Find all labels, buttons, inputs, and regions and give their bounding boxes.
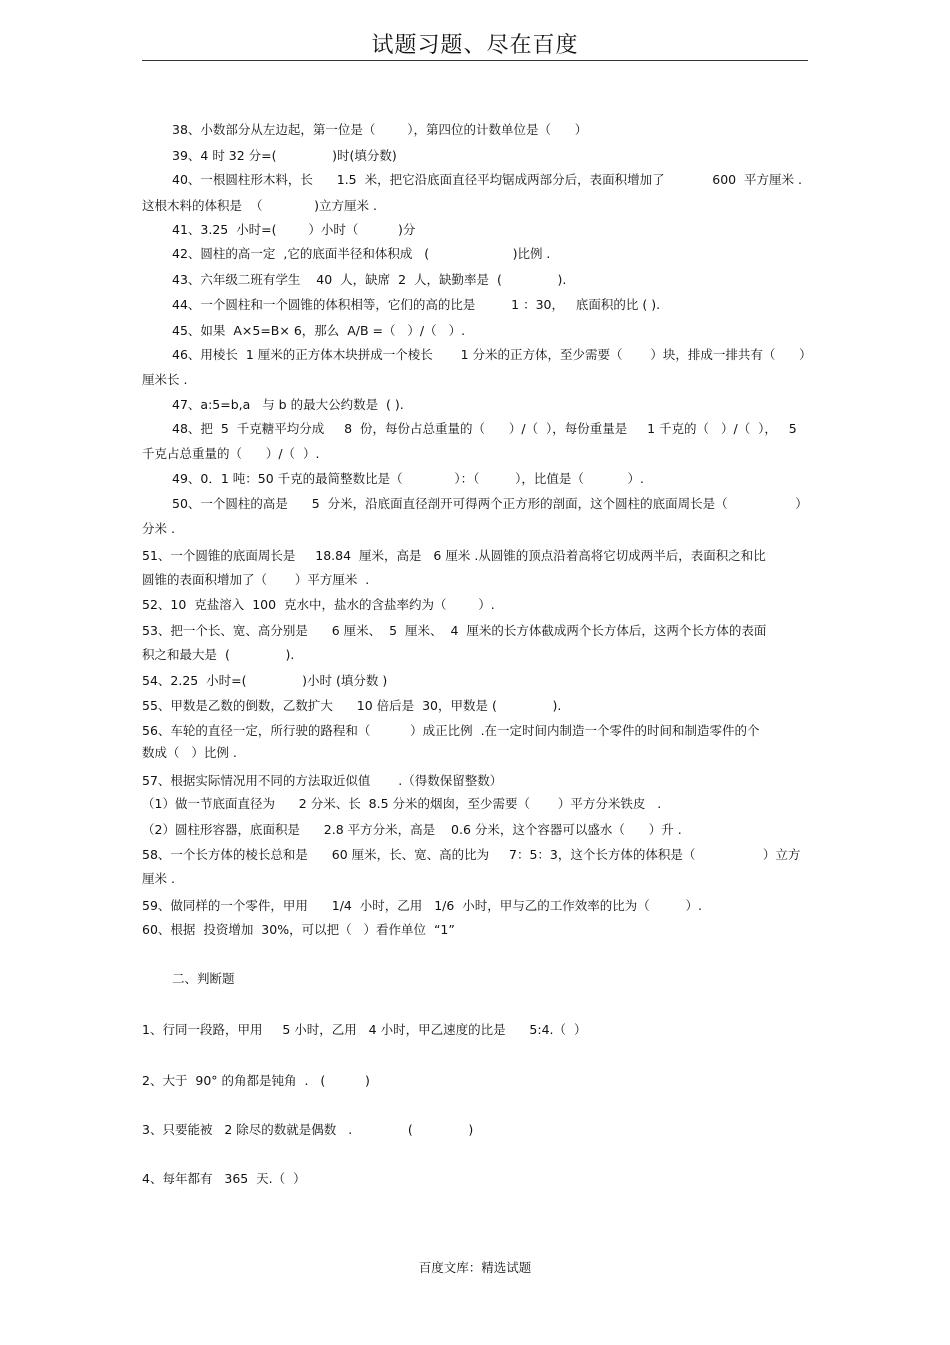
page-footer: 百度文库：精选试题	[418, 1260, 532, 1275]
question-52: 52、10 克盐溶入 100 克水中，盐水的含盐率约为（ ）.	[142, 597, 495, 612]
question-50-line1: 50、一个圆柱的高是 5 分米，沿底面直径剖开可得两个正方形的剖面，这个圆柱的底面周长是（ ）	[172, 496, 808, 511]
judgement-3: 3、只要能被 2 除尽的数就是偶数 . ( )	[142, 1122, 474, 1137]
question-50-line2: 分米 .	[142, 521, 175, 536]
question-42: 42、圆柱的高一定 ,它的底面半径和体积成 ( )比例 .	[172, 246, 551, 261]
question-40-line2: 这根木料的体积是 （ )立方厘米 .	[142, 198, 377, 213]
question-47: 47、a:5=b,a 与 b 的最大公约数是 ( ).	[172, 397, 404, 412]
question-53-line2: 积之和最大是 ( ).	[142, 647, 295, 662]
question-58-line2: 厘米 .	[142, 871, 175, 886]
question-48-line1: 48、把 5 千克糖平均分成 8 份，每份占总重量的（ ）/（ ），每份重量是 1 千克的（ ）/（ ）， 5	[172, 421, 797, 436]
question-57-part1: （1）做一节底面直径为 2 分米、长 8.5 分米的烟囱，至少需要（ ）平方分米铁皮 .	[142, 796, 662, 811]
question-58-line1: 58、一个长方体的棱长总和是 60 厘米，长、宽、高的比为 7：5：3，这个长方体的体积是（ ）立方	[142, 847, 801, 862]
question-48-line2: 千克占总重量的（ ）/（ ）.	[142, 446, 320, 461]
question-38: 38、小数部分从左边起，第一位是（ ），第四位的计数单位是（ ）	[172, 122, 588, 137]
judgement-4: 4、每年都有 365 天.（ ）	[142, 1171, 306, 1186]
question-49: 49、0．1 吨：50 千克的最简整数比是（ ）：（ ），比值是（ ）.	[172, 471, 645, 486]
question-39: 39、4 时 32 分=( )时(填分数)	[172, 148, 397, 163]
question-56-line1: 56、车轮的直径一定，所行驶的路程和（ ）成正比例 .在一定时间内制造一个零件的时间和制造零件的个	[142, 723, 760, 738]
question-53-line1: 53、把一个长、宽、高分别是 6 厘米、 5 厘米、 4 厘米的长方体截成两个长方体后，这两个长方体的表面	[142, 623, 767, 638]
page-header-title: 试题习题、尽在百度	[371, 33, 579, 58]
judgement-1: 1、行同一段路，甲用 5 小时，乙用 4 小时，甲乙速度的比是 5:4.（ ）	[142, 1022, 587, 1037]
question-44: 44、一个圆柱和一个圆锥的体积相等，它们的高的比是 1 ：30， 底面积的比 ( ).	[172, 297, 661, 312]
judgement-2: 2、大于 90° 的角都是钝角 . ( )	[142, 1073, 370, 1088]
question-60: 60、根据 投资增加 30%，可以把（ ）看作单位 “1”	[142, 922, 455, 937]
question-59: 59、做同样的一个零件，甲用 1/4 小时，乙用 1/6 小时，甲与乙的工作效率的比为（ ）.	[142, 898, 703, 913]
question-46-line2: 厘米长 .	[142, 372, 188, 387]
question-51-line1: 51、一个圆锥的底面周长是 18.84 厘米，高是 6 厘米 .从圆锥的顶点沿着高将它切成两半后，表面积之和比	[142, 548, 766, 563]
question-56-line2: 数成（ ）比例 .	[142, 745, 237, 760]
question-51-line2: 圆锥的表面积增加了（ ）平方厘米 .	[142, 572, 370, 587]
question-40-line1: 40、一根圆柱形木料，长 1.5 米，把它沿底面直径平均锯成两部分后，表面积增加了 600 平方厘米 .	[172, 172, 803, 187]
question-54: 54、2.25 小时=( )小时 (填分数 )	[142, 673, 388, 688]
question-57: 57、根据实际情况用不同的方法取近似值 .（得数保留整数）	[142, 773, 503, 788]
question-46-line1: 46、用棱长 1 厘米的正方体木块拼成一个棱长 1 分米的正方体，至少需要（ ）块，排成一排共有（ ）	[172, 347, 812, 362]
question-57-part2: （2）圆柱形容器，底面积是 2.8 平方分米，高是 0.6 分米，这个容器可以盛水（ ）升 .	[142, 822, 682, 837]
question-45: 45、如果 A×5=B× 6，那么 A/B =（ ）/（ ）.	[172, 323, 466, 338]
question-41: 41、3.25 小时=( ）小时（ )分	[172, 222, 416, 237]
section-title-judgement: 二、判断题	[172, 971, 235, 986]
question-43: 43、六年级二班有学生 40 人，缺席 2 人，缺勤率是 ( ).	[172, 272, 567, 287]
header-divider	[142, 60, 808, 61]
question-55: 55、甲数是乙数的倒数，乙数扩大 10 倍后是 30，甲数是 ( ).	[142, 698, 562, 713]
